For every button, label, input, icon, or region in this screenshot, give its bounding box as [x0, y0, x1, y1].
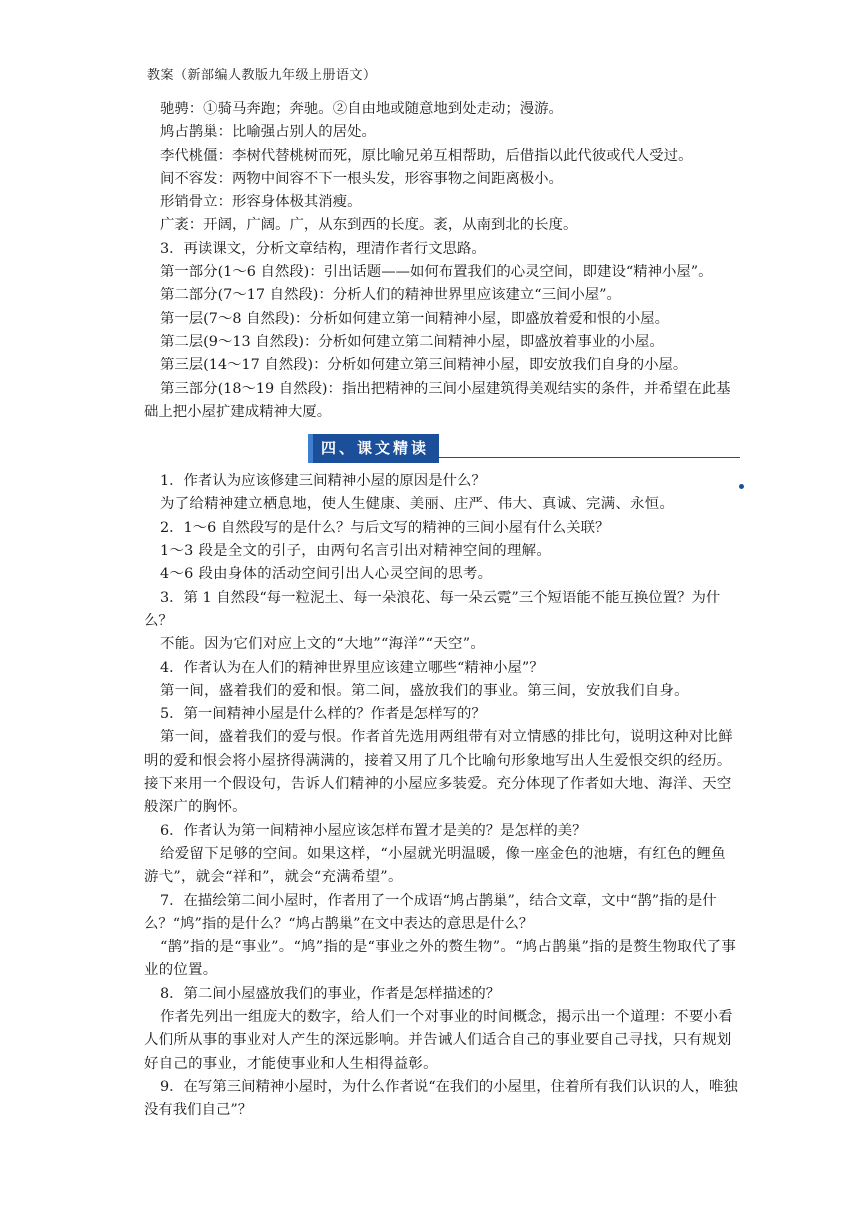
structure-part: 第一层(7～8 自然段)：分析如何建立第一间精神小屋，即盛放着爱和恨的小屋。	[160, 310, 670, 327]
structure-part: 第二层(9～13 自然段)：分析如何建立第二间精神小屋，即盛放着事业的小屋。	[160, 333, 664, 350]
answer: 作者先列出一组庞大的数字，给人们一个对事业的时间概念，揭示出一个道理：不要小看人们所从事的事业对人产生的深远影响。并告诫人们适合自己的事业要自己寻找，只有规划好自己的事业，才能使事业和人生相得益彰。	[144, 1008, 733, 1072]
answer: 给爱留下足够的空间。如果这样，“小屋就光明温暖，像一座金色的池塘，有红色的鲤鱼游弋”，就会“祥和”，就会“充满希望”。	[144, 845, 726, 886]
question: 5．第一间精神小屋是什么样的？作者是怎样写的？	[160, 706, 486, 723]
question: 7．在描绘第二间小屋时，作者用了一个成语“鸠占鹊巢”，结合文章，文中“鹊”指的是什么？“鸠”指的是什么？“鸠占鹊巢”在文中表达的意思是什么？	[144, 892, 717, 932]
page-header: 教案（新部编人教版九年级上册语文）	[147, 68, 377, 83]
question: 1．作者认为应该修建三间精神小屋的原因是什么？	[160, 473, 486, 490]
section-divider	[425, 457, 740, 458]
divider-dot	[739, 484, 744, 489]
answer: 为了给精神建立栖息地，使人生健康、美丽、庄严、伟大、真诚、完满、永恒。	[160, 496, 675, 513]
structure-part: 第三部分(18～19 自然段)：指出把精神的三间小屋建筑得美观结实的条件，并希望在此基础上把小屋扩建成精神大厦。	[144, 380, 731, 420]
answer: 第一间，盛着我们的爱和恨。第二间，盛放我们的事业。第三间，安放我们自身。	[160, 682, 689, 699]
vocab-item: 鸠占鹊巢：比喻强占别人的居处。	[160, 124, 376, 141]
answer: 4～6 段由身体的活动空间引出人心灵空间的思考。	[160, 566, 493, 583]
answer: 第一间，盛着我们的爱与恨。作者首先选用两组带有对立情感的排比句，说明这种对比鲜明的爱和恨会将小屋挤得满满的，接着又用了几个比喻句形象地写出人生爱恨交织的经历。接下来用一个假设句，告诉人们精神的小屋应多装爱。充分体现了作者如大地、海洋、天空般深广的胸怀。	[144, 729, 733, 816]
question: 2．1～6 自然段写的是什么？与后文写的精神的三间小屋有什么关联？	[160, 519, 610, 536]
structure-heading: 3．再读课文，分析文章结构，理清作者行文思路。	[160, 240, 486, 257]
question: 6．作者认为第一间精神小屋应该怎样布置才是美的？是怎样的美？	[160, 822, 587, 839]
answer: “鹊”指的是“事业”。“鸠”指的是“事业之外的赘生物”。“鸠占鹊巢”指的是赘生物取代了事业的位置。	[144, 939, 737, 979]
vocab-item: 李代桃僵：李树代替桃树而死，原比喻兄弟互相帮助，后借指以此代彼或代人受过。	[160, 147, 693, 164]
structure-part: 第一部分(1～6 自然段)：引出话题——如何布置我们的心灵空间，即建设“精神小屋”。	[160, 264, 713, 281]
structure-part: 第二部分(7～17 自然段)：分析人们的精神世界里应该建立“三间小屋”。	[160, 287, 621, 304]
vocab-item: 间不容发：两物中间容不下一根头发，形容事物之间距离极小。	[160, 170, 563, 187]
answer: 1～3 段是全文的引子，由两句名言引出对精神空间的理解。	[160, 543, 552, 560]
structure-part: 第三层(14～17 自然段)：分析如何建立第三间精神小屋，即安放我们自身的小屋。	[160, 357, 688, 374]
document-body	[144, 98, 740, 1122]
question: 4．作者认为在人们的精神世界里应该建立哪些“精神小屋”？	[160, 659, 544, 676]
question: 8．第二间小屋盛放我们的事业，作者是怎样描述的？	[160, 985, 501, 1002]
section-banner	[160, 428, 740, 464]
section-title: 四、课文精读	[308, 434, 439, 463]
vocab-item: 驰骋：①骑马奔跑；奔驰。②自由地或随意地到处走动；漫游。	[160, 101, 563, 117]
vocab-item: 形销骨立：形容身体极其消瘦。	[160, 194, 362, 211]
vocab-item: 广袤：开阔，广阔。广，从东到西的长度。袤，从南到北的长度。	[160, 217, 578, 234]
question: 3．第 1 自然段“每一粒泥土、每一朵浪花、每一朵云霓”三个短语能不能互换位置？为什么？	[144, 589, 721, 629]
answer: 不能。因为它们对应上文的“大地”“海洋”“天空”。	[160, 636, 486, 653]
question: 9．在写第三间精神小屋时，为什么作者说“在我们的小屋里，住着所有我们认识的人，唯独没有我们自己”？	[144, 1078, 738, 1119]
